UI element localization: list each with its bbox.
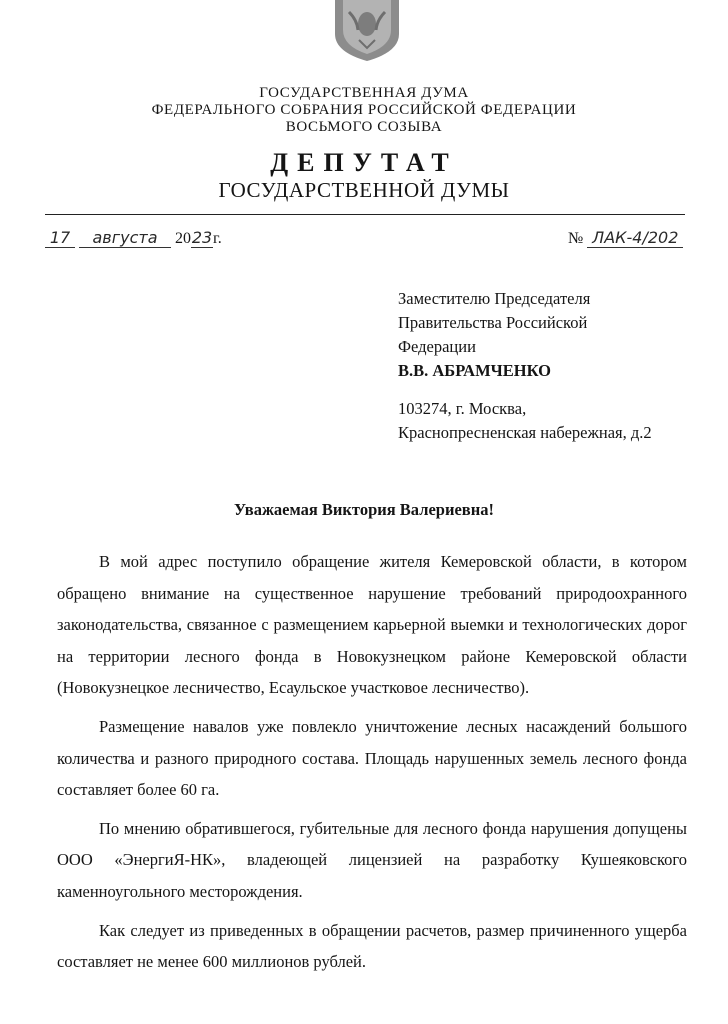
salutation: Уважаемая Виктория Валериевна! <box>234 500 494 519</box>
letter-body <box>57 546 687 985</box>
date-year-mark: г. <box>213 230 222 247</box>
paragraph: Размещение навалов уже повлекло уничтожение лесных насаждений большого количества и разного природного состава. Площадь нарушенных земель лесного фонда составляет более 60 га. <box>57 716 687 800</box>
header-rule <box>45 214 685 215</box>
addressee-line-1: Заместителю Председателя <box>398 289 591 308</box>
address-line-1: 103274, г. Москва, <box>398 399 527 418</box>
number-value: ЛАК-4/202 <box>587 228 683 248</box>
number-label: № <box>568 230 584 247</box>
date-line <box>45 228 222 248</box>
addressee-name: В.В. АБРАМЧЕНКО <box>398 361 552 380</box>
address-line-2: Краснопресненская набережная, д.2 <box>398 423 652 442</box>
header-line-2: ФЕДЕРАЛЬНОГО СОБРАНИЯ РОССИЙСКОЙ ФЕДЕРАЦИИ <box>151 102 577 118</box>
paragraph: В мой адрес поступило обращение жителя Кемеровской области, в котором обращено внимание на существенное нарушение требований природоохранного законодательства, связанное с размещением карьерной выемки и технологических дорог на территории лесного фонда в Новокузнецком районе Кемеровской области (Новокузнецкое лесничество, Есаульское участковое лесничество). <box>57 552 687 698</box>
addressee-line-2: Правительства Российской <box>398 313 588 332</box>
header-line-3: ВОСЬМОГО СОЗЫВА <box>285 119 443 135</box>
date-year-suffix: 23 <box>191 228 213 247</box>
date-year-prefix: 20 <box>175 230 191 247</box>
date-day: 17 <box>45 228 75 248</box>
paragraph: По мнению обратившегося, губительные для лесного фонда нарушения допущены ООО «ЭнергиЯ-НК», владеющей лицензией на разработку Кушеяковского каменноугольного месторождения. <box>57 818 687 901</box>
document-number <box>568 228 683 248</box>
page-subtitle: ГОСУДАРСТВЕННОЙ ДУМЫ <box>218 178 510 202</box>
addressee-line-3: Федерации <box>398 337 476 356</box>
coat-of-arms-icon <box>331 0 403 62</box>
paragraph: Как следует из приведенных в обращении расчетов, размер причиненного ущерба составляет не менее 600 миллионов рублей. <box>57 920 687 972</box>
page-title: ДЕПУТАТ <box>270 148 458 177</box>
date-month: августа <box>79 228 171 248</box>
header-line-1: ГОСУДАРСТВЕННАЯ ДУМА <box>259 85 469 101</box>
